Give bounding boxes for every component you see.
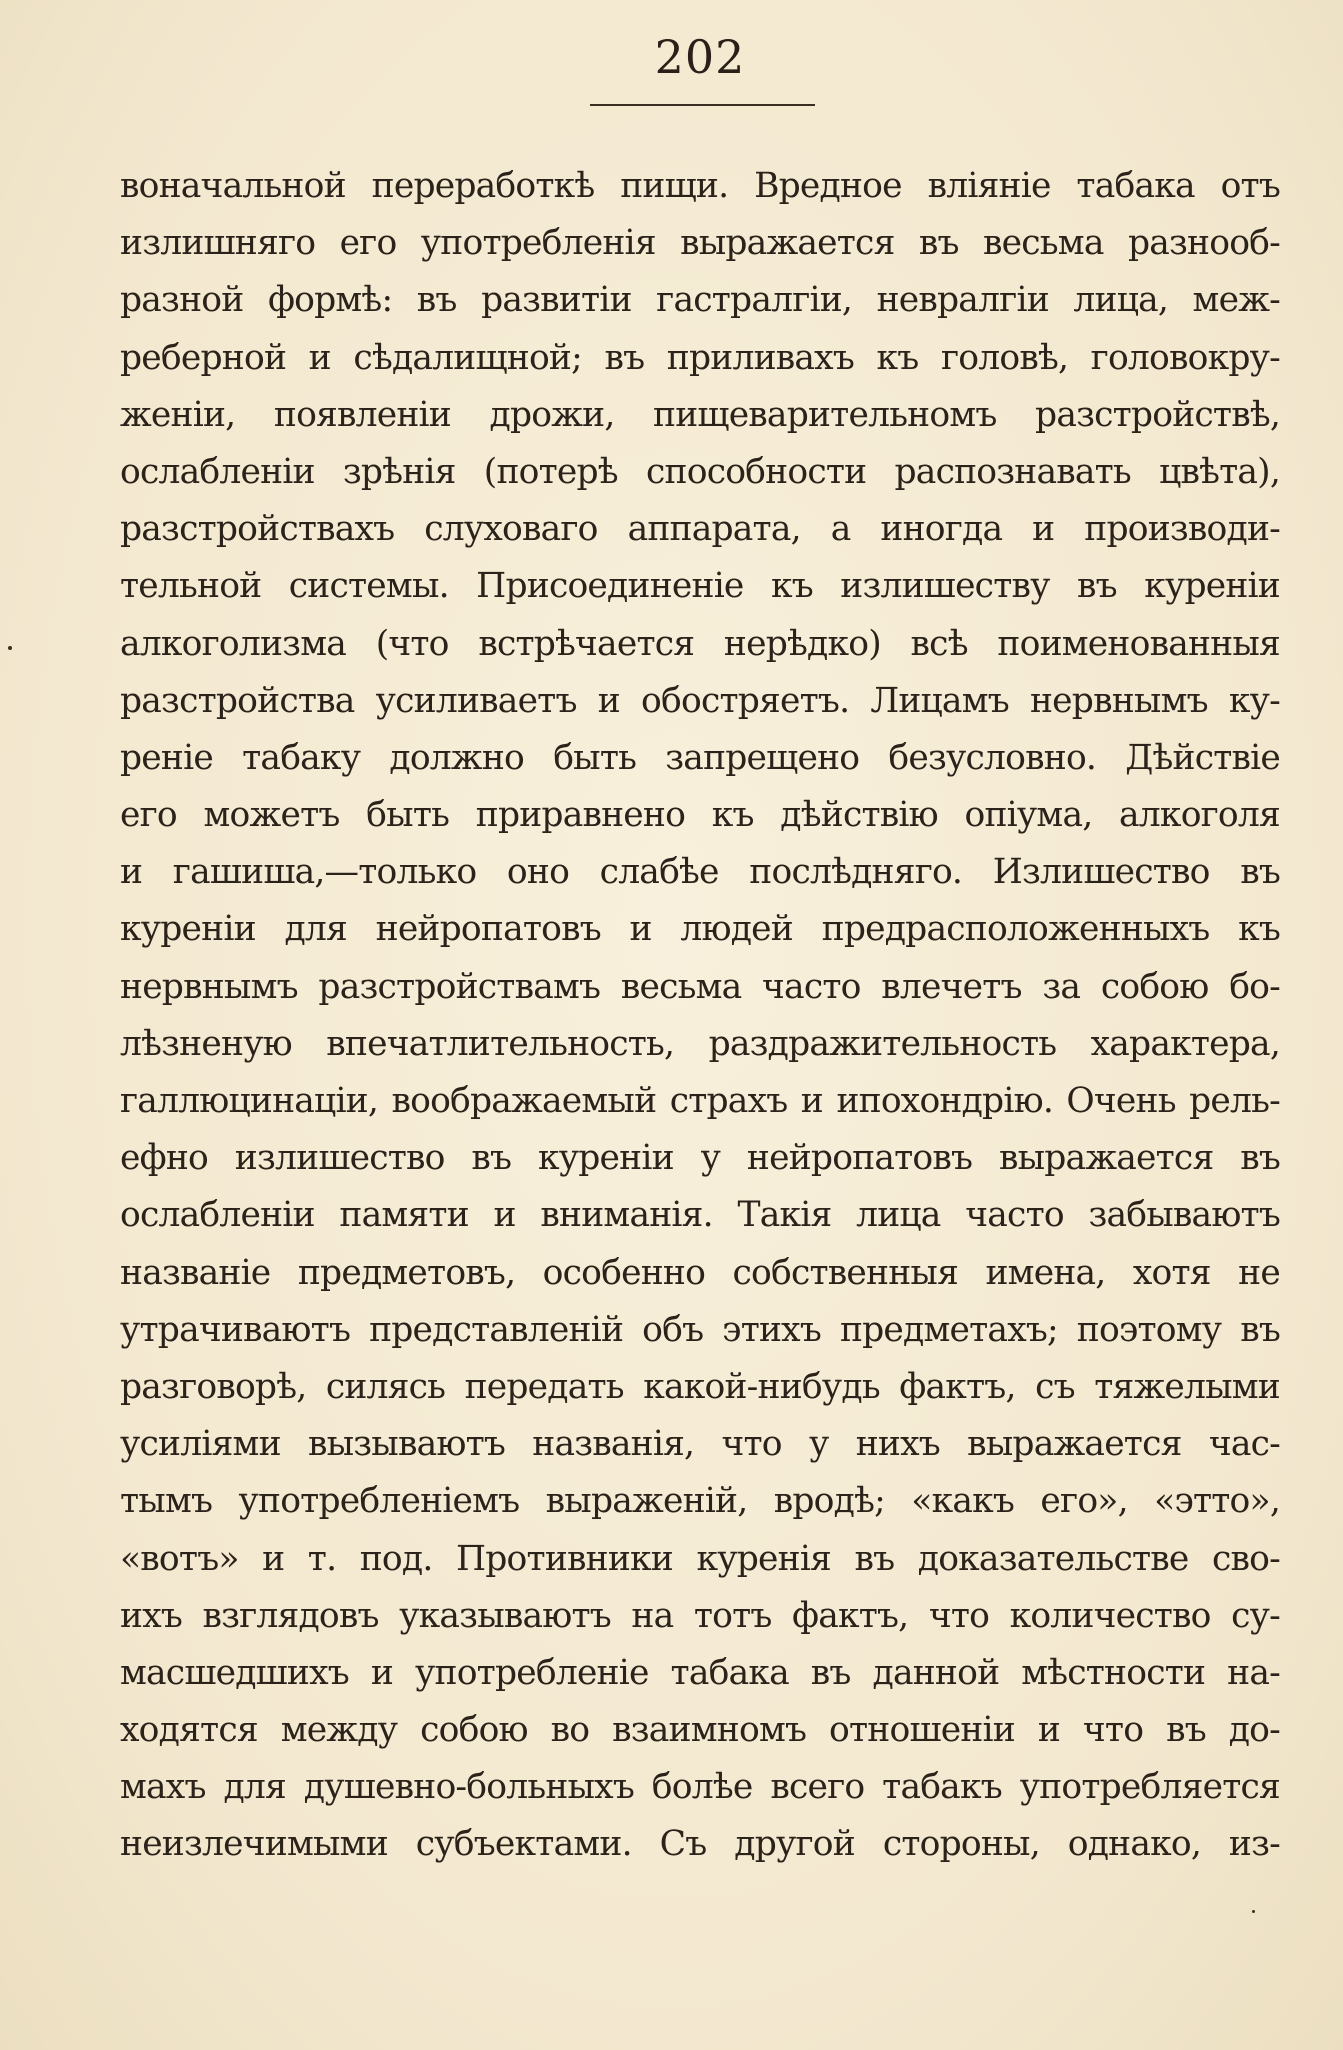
- text-line: ходятся между собою во взаимномъ отношеніи и что въ до-: [120, 1710, 1280, 1751]
- text-line: излишняго его употребленія выражается въ весьма разнооб-: [120, 223, 1280, 264]
- text-line: разговорѣ, силясь передать какой-нибудь фактъ, съ тяжелыми: [120, 1366, 1280, 1407]
- text-line: ихъ взглядовъ указываютъ на тотъ фактъ, что количество су-: [120, 1595, 1280, 1636]
- text-line: женіи, появленіи дрожи, пищеварительномъ разстройствѣ,: [120, 394, 1280, 435]
- text-line: разстройства усиливаетъ и обостряетъ. Лицамъ нервнымъ ку-: [120, 680, 1280, 721]
- text-line: неизлечимыми субъектами. Съ другой стороны, однако, из-: [120, 1824, 1280, 1865]
- page-number: 202: [654, 30, 746, 84]
- text-line: реберной и сѣдалищной; въ приливахъ къ головѣ, головокру-: [120, 337, 1280, 378]
- text-line: ослабленіи зрѣнія (потерѣ способности распознавать цвѣта),: [120, 451, 1280, 492]
- text-line: нервнымъ разстройствамъ весьма часто влечетъ за собою бо-: [120, 966, 1280, 1007]
- text-line: воначальной переработкѣ пищи. Вредное вліяніе табака отъ: [120, 166, 1280, 206]
- text-line: ослабленіи памяти и вниманія. Такія лица часто забываютъ: [120, 1195, 1280, 1236]
- ink-speck: [1252, 1910, 1255, 1913]
- text-line: «вотъ» и т. под. Противники куренія въ доказательстве сво-: [120, 1538, 1280, 1579]
- text-line: тымъ употребленіемъ выраженій, вродѣ; «какъ его», «этто»,: [120, 1481, 1280, 1522]
- text-line: ефно излишество въ куреніи у нейропатовъ выражается въ: [120, 1138, 1280, 1179]
- text-line: реніе табаку должно быть запрещено безусловно. Дѣйствіе: [120, 737, 1280, 778]
- text-line: и гашиша,—только оно слабѣе послѣдняго. Излишество въ: [120, 852, 1280, 893]
- text-line: разной формѣ: въ развитіи гастралгіи, невралгіи лица, меж-: [120, 280, 1280, 321]
- body-text: [120, 158, 1280, 1874]
- text-line: усиліями вызываютъ названія, что у нихъ выражается час-: [120, 1424, 1280, 1465]
- text-line: алкоголизма (что встрѣчается нерѣдко) всѣ поименованныя: [120, 623, 1280, 664]
- text-line: названіе предметовъ, особенно собственныя имена, хотя не: [120, 1252, 1280, 1293]
- text-line: галлюцинаціи, воображаемый страхъ и ипохондрію. Очень рель-: [120, 1081, 1280, 1121]
- text-line: лѣзненую впечатлительность, раздражительность характера,: [120, 1023, 1280, 1064]
- header-rule: [590, 104, 815, 106]
- text-line: тельной системы. Присоединеніе къ излишеству въ куреніи: [120, 566, 1280, 607]
- text-line: куреніи для нейропатовъ и людей предрасположенныхъ къ: [120, 909, 1280, 950]
- text-line: его можетъ быть приравнено къ дѣйствію опіума, алкоголя: [120, 795, 1280, 836]
- text-line: махъ для душевно-больныхъ болѣе всего табакъ употребляется: [120, 1767, 1280, 1808]
- text-line: утрачиваютъ представленій объ этихъ предметахъ; поэтому въ: [120, 1309, 1280, 1350]
- text-line: разстройствахъ слуховаго аппарата, а иногда и производи-: [120, 509, 1280, 550]
- ink-speck: [8, 646, 12, 650]
- text-line: масшедшихъ и употребленіе табака въ данной мѣстности на-: [120, 1652, 1280, 1693]
